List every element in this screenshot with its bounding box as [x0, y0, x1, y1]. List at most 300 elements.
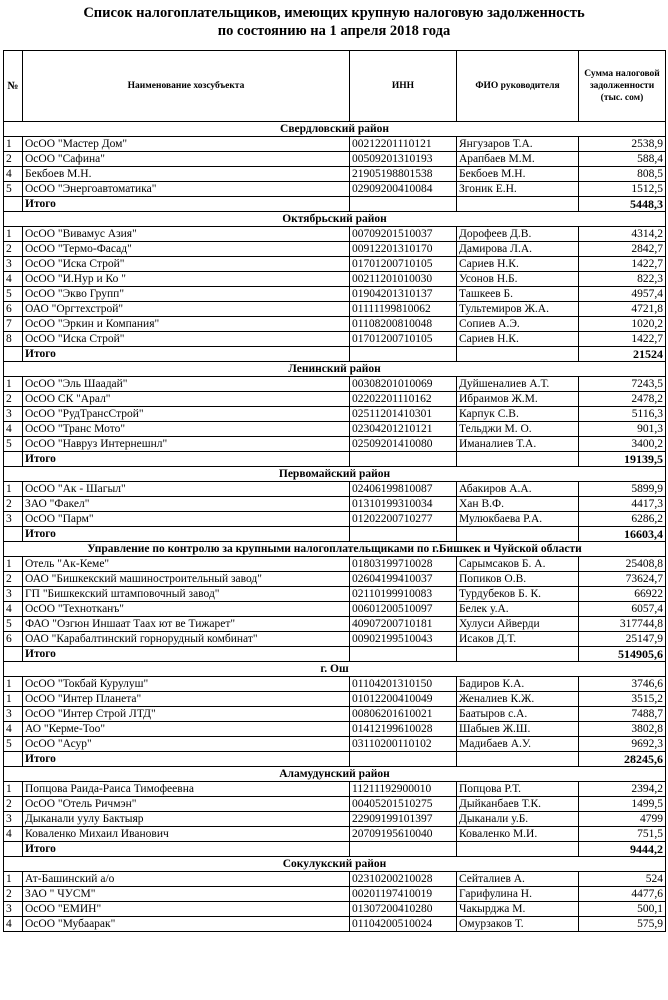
- cell-num: 2: [4, 887, 23, 902]
- cell-fio: Ибраимов Ж.М.: [457, 392, 579, 407]
- table-row: [4, 287, 666, 302]
- total-row: [4, 647, 666, 662]
- cell-name: ОсОО "И.Нур и Ко ": [23, 272, 350, 287]
- cell-num: 1: [4, 227, 23, 242]
- cell-num: 5: [4, 437, 23, 452]
- cell-name: Бекбоев М.Н.: [23, 167, 350, 182]
- cell-sum: 7243,5: [579, 377, 666, 392]
- cell-num: 4: [4, 422, 23, 437]
- cell-inn: 00201197410019: [350, 887, 457, 902]
- cell-inn: 01108200810048: [350, 317, 457, 332]
- cell-num: 6: [4, 302, 23, 317]
- cell-num: 4: [4, 827, 23, 842]
- cell-num: [4, 347, 23, 362]
- cell-num: 1: [4, 782, 23, 797]
- cell-num: [4, 527, 23, 542]
- cell-fio: Исаков Д.Т.: [457, 632, 579, 647]
- cell-fio: Дуйшеналиев А.Т.: [457, 377, 579, 392]
- cell-inn: 00806201610021: [350, 707, 457, 722]
- cell-fio: [457, 647, 579, 662]
- table-row: [4, 332, 666, 347]
- cell-name: ГП "Бишкекский штамповочный завод": [23, 587, 350, 602]
- cell-inn: [350, 347, 457, 362]
- cell-sum: 588,4: [579, 152, 666, 167]
- cell-inn: 02304201210121: [350, 422, 457, 437]
- section-title: Сокулукский район: [4, 857, 666, 872]
- cell-fio: Омурзаков Т.: [457, 917, 579, 932]
- cell-name: ОсОО "Иска Строй": [23, 257, 350, 272]
- cell-name: ОсОО "Навруз Интернешнл": [23, 437, 350, 452]
- table-row: [4, 632, 666, 647]
- cell-inn: 00601200510097: [350, 602, 457, 617]
- cell-fio: Мулюкбаева Р.А.: [457, 512, 579, 527]
- cell-fio: Дыканали у.Б.: [457, 812, 579, 827]
- cell-name: Дыканали уулу Бактыяр: [23, 812, 350, 827]
- cell-fio: Бадиров К.А.: [457, 677, 579, 692]
- table-row: [4, 737, 666, 752]
- cell-sum: 4957,4: [579, 287, 666, 302]
- cell-inn: 02110199910083: [350, 587, 457, 602]
- cell-num: 7: [4, 317, 23, 332]
- cell-sum: 3400,2: [579, 437, 666, 452]
- section-header-row: [4, 767, 666, 782]
- total-row: [4, 842, 666, 857]
- cell-inn: [350, 647, 457, 662]
- cell-inn: 21905198801538: [350, 167, 457, 182]
- cell-sum: 4477,6: [579, 887, 666, 902]
- cell-name: ЗАО " ЧУСМ": [23, 887, 350, 902]
- cell-fio: Сарымсаков Б. А.: [457, 557, 579, 572]
- total-label: Итого: [23, 752, 350, 767]
- cell-fio: Дамирова Л.А.: [457, 242, 579, 257]
- cell-sum: 500,1: [579, 902, 666, 917]
- cell-sum: 4417,3: [579, 497, 666, 512]
- table-row: [4, 437, 666, 452]
- cell-fio: Абакиров А.А.: [457, 482, 579, 497]
- cell-sum: 3515,2: [579, 692, 666, 707]
- cell-inn: 01310199310034: [350, 497, 457, 512]
- cell-name: ЗАО "Факел": [23, 497, 350, 512]
- table-row: [4, 587, 666, 602]
- section-title: Свердловский район: [4, 122, 666, 137]
- cell-name: ОсОО "Вивамус Азия": [23, 227, 350, 242]
- cell-inn: 00709201510037: [350, 227, 457, 242]
- cell-inn: [350, 842, 457, 857]
- table-row: [4, 872, 666, 887]
- cell-fio: Иманалиев Т.А.: [457, 437, 579, 452]
- section-header-row: [4, 362, 666, 377]
- table-row: [4, 152, 666, 167]
- cell-name: Коваленко Михаил Иванович: [23, 827, 350, 842]
- cell-inn: 01104200510024: [350, 917, 457, 932]
- col-header-fio: ФИО руководителя: [457, 51, 579, 122]
- cell-sum: 1422,7: [579, 257, 666, 272]
- cell-num: 5: [4, 287, 23, 302]
- cell-inn: 02511201410301: [350, 407, 457, 422]
- table-row: [4, 377, 666, 392]
- cell-name: ОсОО "Энергоавтоматика": [23, 182, 350, 197]
- cell-inn: 40907200710181: [350, 617, 457, 632]
- cell-fio: Карпук С.В.: [457, 407, 579, 422]
- cell-name: ОсОО "Транс Мото": [23, 422, 350, 437]
- cell-num: 4: [4, 602, 23, 617]
- cell-sum: 1020,2: [579, 317, 666, 332]
- table-row: [4, 317, 666, 332]
- cell-inn: 01104201310150: [350, 677, 457, 692]
- cell-inn: 02604199410037: [350, 572, 457, 587]
- cell-fio: Сариев Н.К.: [457, 332, 579, 347]
- cell-fio: Шабыев Ж.Ш.: [457, 722, 579, 737]
- cell-name: ОсОО "Мастер Дом": [23, 137, 350, 152]
- cell-sum: 73624,7: [579, 572, 666, 587]
- total-row: [4, 527, 666, 542]
- cell-num: 1: [4, 482, 23, 497]
- cell-fio: Тельджи М. О.: [457, 422, 579, 437]
- section-title: Первомайский район: [4, 467, 666, 482]
- cell-fio: Баатыров с.А.: [457, 707, 579, 722]
- cell-fio: Хулуси Айверди: [457, 617, 579, 632]
- cell-name: ОсОО "Технотканъ": [23, 602, 350, 617]
- cell-sum: 808,5: [579, 167, 666, 182]
- cell-sum: 901,3: [579, 422, 666, 437]
- cell-inn: 02509201410080: [350, 437, 457, 452]
- section-title: Управление по контролю за крупными налогоплательщиками по г.Бишкек и Чуйской области: [4, 542, 666, 557]
- table-row: [4, 167, 666, 182]
- table-row: [4, 557, 666, 572]
- table-row: [4, 902, 666, 917]
- cell-name: ОсОО "Отель Ричмэн": [23, 797, 350, 812]
- cell-inn: 02406199810087: [350, 482, 457, 497]
- cell-name: ОАО "Оргтехстрой": [23, 302, 350, 317]
- cell-num: [4, 452, 23, 467]
- cell-fio: Сейталиев А.: [457, 872, 579, 887]
- cell-name: ОАО "Карабалтинский горнорудный комбинат": [23, 632, 350, 647]
- table-row: [4, 572, 666, 587]
- cell-sum: 7488,7: [579, 707, 666, 722]
- total-label: Итого: [23, 527, 350, 542]
- cell-inn: 02909200410084: [350, 182, 457, 197]
- cell-sum: 6057,4: [579, 602, 666, 617]
- cell-fio: Дыйканбаев Т.К.: [457, 797, 579, 812]
- cell-num: 1: [4, 872, 23, 887]
- cell-sum: 575,9: [579, 917, 666, 932]
- total-label: Итого: [23, 842, 350, 857]
- cell-num: 3: [4, 512, 23, 527]
- section-header-row: [4, 542, 666, 557]
- table-row: [4, 692, 666, 707]
- total-label: Итого: [23, 197, 350, 212]
- total-sum: 514905,6: [579, 647, 666, 662]
- total-row: [4, 347, 666, 362]
- cell-inn: 02202201110162: [350, 392, 457, 407]
- cell-inn: 20709195610040: [350, 827, 457, 842]
- cell-inn: 00405201510275: [350, 797, 457, 812]
- table-row: [4, 917, 666, 932]
- cell-inn: 00308201010069: [350, 377, 457, 392]
- section-header-row: [4, 122, 666, 137]
- cell-num: 5: [4, 737, 23, 752]
- table-row: [4, 887, 666, 902]
- cell-num: 3: [4, 257, 23, 272]
- cell-name: ОсОО "Иска Строй": [23, 332, 350, 347]
- cell-sum: 2394,2: [579, 782, 666, 797]
- table-row: [4, 827, 666, 842]
- total-label: Итого: [23, 347, 350, 362]
- total-row: [4, 452, 666, 467]
- total-sum: 5448,3: [579, 197, 666, 212]
- cell-num: 1: [4, 377, 23, 392]
- cell-name: ОсОО "РудТрансСтрой": [23, 407, 350, 422]
- total-label: Итого: [23, 647, 350, 662]
- table-row: [4, 272, 666, 287]
- cell-inn: 22909199101397: [350, 812, 457, 827]
- cell-inn: 01202200710277: [350, 512, 457, 527]
- cell-inn: [350, 752, 457, 767]
- cell-num: [4, 752, 23, 767]
- cell-inn: 01701200710105: [350, 257, 457, 272]
- cell-sum: 9692,3: [579, 737, 666, 752]
- section-title: Аламудунский район: [4, 767, 666, 782]
- cell-num: 8: [4, 332, 23, 347]
- cell-inn: 02310200210028: [350, 872, 457, 887]
- cell-sum: 3802,8: [579, 722, 666, 737]
- table-row: [4, 602, 666, 617]
- cell-inn: 03110200110102: [350, 737, 457, 752]
- cell-inn: 01012200410049: [350, 692, 457, 707]
- cell-sum: 524: [579, 872, 666, 887]
- cell-fio: [457, 527, 579, 542]
- table-row: [4, 497, 666, 512]
- cell-name: ОсОО "Интер Строй ЛТД": [23, 707, 350, 722]
- cell-fio: Чакырджа М.: [457, 902, 579, 917]
- section-header-row: [4, 212, 666, 227]
- cell-name: ОсОО "Ак - Шагыл": [23, 482, 350, 497]
- cell-name: Отель "Ак-Кеме": [23, 557, 350, 572]
- cell-inn: [350, 527, 457, 542]
- cell-num: [4, 647, 23, 662]
- col-header-name: Наименование хозсубъекта: [23, 51, 350, 122]
- cell-inn: 01412199610028: [350, 722, 457, 737]
- cell-sum: 4799: [579, 812, 666, 827]
- cell-num: 3: [4, 407, 23, 422]
- cell-fio: Бекбоев М.Н.: [457, 167, 579, 182]
- cell-name: ОАО "Бишкекский машиностроительный завод": [23, 572, 350, 587]
- cell-name: Попцова Раида-Раиса Тимофеевна: [23, 782, 350, 797]
- cell-num: 2: [4, 242, 23, 257]
- cell-num: [4, 197, 23, 212]
- cell-name: ОсОО "Термо-Фасад": [23, 242, 350, 257]
- cell-fio: [457, 347, 579, 362]
- table-row: [4, 782, 666, 797]
- section-title: г. Ош: [4, 662, 666, 677]
- cell-name: ОсОО "Эль Шаадай": [23, 377, 350, 392]
- cell-num: 1: [4, 137, 23, 152]
- table-row: [4, 512, 666, 527]
- cell-inn: 01904201310137: [350, 287, 457, 302]
- cell-sum: 317744,8: [579, 617, 666, 632]
- cell-fio: Сопиев А.Э.: [457, 317, 579, 332]
- cell-name: ОсОО "Мубаарак": [23, 917, 350, 932]
- cell-sum: 1422,7: [579, 332, 666, 347]
- col-header-inn: ИНН: [350, 51, 457, 122]
- cell-inn: [350, 452, 457, 467]
- total-sum: 9444,2: [579, 842, 666, 857]
- col-header-num: №: [4, 51, 23, 122]
- cell-name: ОсОО "Экво Групп": [23, 287, 350, 302]
- cell-fio: Хан В.Ф.: [457, 497, 579, 512]
- title-line-2: по состоянию на 1 апреля 2018 года: [217, 23, 451, 39]
- cell-sum: 822,3: [579, 272, 666, 287]
- cell-fio: Арапбаев М.М.: [457, 152, 579, 167]
- cell-name: ОсОО "ЕМИН": [23, 902, 350, 917]
- table-body: [4, 122, 666, 932]
- cell-sum: 1499,5: [579, 797, 666, 812]
- cell-fio: Гарифулина Н.: [457, 887, 579, 902]
- table-row: [4, 677, 666, 692]
- total-sum: 19139,5: [579, 452, 666, 467]
- cell-fio: Белек у.А.: [457, 602, 579, 617]
- section-title: Октябрьский район: [4, 212, 666, 227]
- cell-fio: Женалиев К.Ж.: [457, 692, 579, 707]
- total-sum: 21524: [579, 347, 666, 362]
- cell-sum: 5899,9: [579, 482, 666, 497]
- cell-fio: Дорофеев Д.В.: [457, 227, 579, 242]
- cell-sum: 4314,2: [579, 227, 666, 242]
- cell-inn: [350, 197, 457, 212]
- cell-sum: 25408,8: [579, 557, 666, 572]
- cell-fio: Янгузаров Т.А.: [457, 137, 579, 152]
- cell-num: 2: [4, 797, 23, 812]
- cell-num: 2: [4, 497, 23, 512]
- cell-sum: 751,5: [579, 827, 666, 842]
- cell-num: 5: [4, 182, 23, 197]
- cell-num: 2: [4, 392, 23, 407]
- cell-num: 4: [4, 272, 23, 287]
- cell-name: ОсОО "Парм": [23, 512, 350, 527]
- cell-fio: Згоник Е.Н.: [457, 182, 579, 197]
- table-row: [4, 407, 666, 422]
- debtors-table: [3, 50, 666, 932]
- cell-num: 1: [4, 557, 23, 572]
- cell-fio: Попиков О.В.: [457, 572, 579, 587]
- cell-fio: [457, 197, 579, 212]
- cell-num: 2: [4, 572, 23, 587]
- cell-sum: 2478,2: [579, 392, 666, 407]
- cell-name: Ат-Башинский а/о: [23, 872, 350, 887]
- section-header-row: [4, 857, 666, 872]
- cell-fio: Усонов Н.Б.: [457, 272, 579, 287]
- table-row: [4, 182, 666, 197]
- total-sum: 28245,6: [579, 752, 666, 767]
- cell-fio: Тультемиров Ж.А.: [457, 302, 579, 317]
- cell-name: ФАО "Озгюн Иншаат Таах ют ве Тижарет": [23, 617, 350, 632]
- table-row: [4, 227, 666, 242]
- cell-num: 5: [4, 617, 23, 632]
- total-row: [4, 197, 666, 212]
- table-row: [4, 257, 666, 272]
- cell-fio: Ташкеев Б.: [457, 287, 579, 302]
- cell-inn: 00902199510043: [350, 632, 457, 647]
- table-row: [4, 617, 666, 632]
- cell-inn: 01803199710028: [350, 557, 457, 572]
- cell-inn: 11211192900010: [350, 782, 457, 797]
- cell-num: 1: [4, 692, 23, 707]
- cell-inn: 00211201010030: [350, 272, 457, 287]
- cell-name: ОсОО "Асур": [23, 737, 350, 752]
- cell-sum: 1512,5: [579, 182, 666, 197]
- cell-num: 4: [4, 722, 23, 737]
- cell-sum: 2842,7: [579, 242, 666, 257]
- cell-sum: 25147,9: [579, 632, 666, 647]
- cell-sum: 5116,3: [579, 407, 666, 422]
- section-title: Ленинский район: [4, 362, 666, 377]
- cell-sum: 4721,8: [579, 302, 666, 317]
- cell-num: 4: [4, 917, 23, 932]
- cell-name: ОсОО "Эркин и Компания": [23, 317, 350, 332]
- cell-inn: 00212201110121: [350, 137, 457, 152]
- cell-fio: Сариев Н.К.: [457, 257, 579, 272]
- cell-inn: 01701200710105: [350, 332, 457, 347]
- cell-name: ОсОО СК "Арал": [23, 392, 350, 407]
- cell-num: 4: [4, 167, 23, 182]
- cell-name: ОсОО "Интер Планета": [23, 692, 350, 707]
- section-header-row: [4, 467, 666, 482]
- cell-fio: Турдубеков Б. К.: [457, 587, 579, 602]
- table-row: [4, 722, 666, 737]
- header-row: [4, 51, 666, 122]
- table-row: [4, 137, 666, 152]
- document-title: [0, 0, 668, 50]
- cell-num: 3: [4, 902, 23, 917]
- cell-inn: 00509201310193: [350, 152, 457, 167]
- table-row: [4, 242, 666, 257]
- cell-num: 3: [4, 812, 23, 827]
- cell-fio: Мадибаев А.У.: [457, 737, 579, 752]
- cell-name: ОсОО "Токбай Курулуш": [23, 677, 350, 692]
- cell-inn: 01111199810062: [350, 302, 457, 317]
- cell-fio: Коваленко М.И.: [457, 827, 579, 842]
- cell-sum: 2538,9: [579, 137, 666, 152]
- cell-name: АО "Керме-Тоо": [23, 722, 350, 737]
- table-row: [4, 812, 666, 827]
- section-header-row: [4, 662, 666, 677]
- cell-inn: 00912201310170: [350, 242, 457, 257]
- cell-num: 6: [4, 632, 23, 647]
- cell-sum: 6286,2: [579, 512, 666, 527]
- total-sum: 16603,4: [579, 527, 666, 542]
- cell-fio: [457, 452, 579, 467]
- cell-fio: Попцова Р.Т.: [457, 782, 579, 797]
- cell-fio: [457, 842, 579, 857]
- cell-fio: [457, 752, 579, 767]
- cell-num: [4, 842, 23, 857]
- col-header-sum: Сумма налоговой задолженности (тыс. сом): [579, 51, 666, 122]
- table-row: [4, 482, 666, 497]
- table-row: [4, 707, 666, 722]
- cell-name: ОсОО "Сафина": [23, 152, 350, 167]
- cell-sum: 3746,6: [579, 677, 666, 692]
- cell-inn: 01307200410280: [350, 902, 457, 917]
- total-row: [4, 752, 666, 767]
- table-row: [4, 797, 666, 812]
- cell-num: 2: [4, 152, 23, 167]
- total-label: Итого: [23, 452, 350, 467]
- cell-sum: 66922: [579, 587, 666, 602]
- cell-num: 1: [4, 677, 23, 692]
- cell-num: 3: [4, 587, 23, 602]
- table-row: [4, 392, 666, 407]
- table-row: [4, 422, 666, 437]
